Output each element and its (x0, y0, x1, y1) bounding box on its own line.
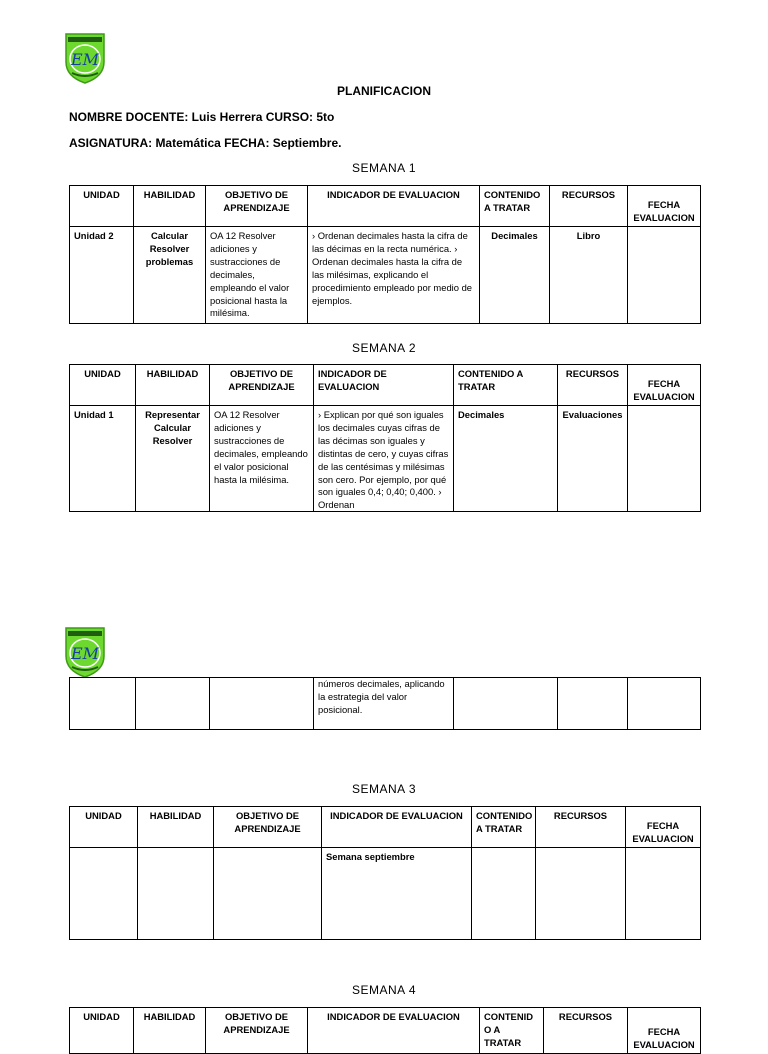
header-recursos: RECURSOS (536, 807, 626, 848)
cell-contenido: Decimales (480, 227, 550, 324)
school-logo (64, 626, 106, 678)
cell-objetivo: OA 12 Resolver adiciones y sustracciones de decimales, empleando el valor posicional hasta la milésima. (210, 406, 314, 512)
header-fecha: FECHA EVALUACION (626, 807, 701, 848)
cell-fecha (626, 848, 701, 940)
header-recursos: RECURSOS (550, 186, 628, 227)
header-unidad: UNIDAD (70, 1008, 134, 1054)
table-header-row (70, 1008, 701, 1054)
header-fecha: FECHA EVALUACION (628, 186, 701, 227)
header-unidad: UNIDAD (70, 365, 136, 406)
header-habilidad: HABILIDAD (134, 186, 206, 227)
cell-contenido: Decimales (454, 406, 558, 512)
cell-unidad: Unidad 2 (70, 227, 134, 324)
cell-objetivo (210, 678, 314, 730)
week-3-heading: SEMANA 3 (351, 782, 417, 796)
header-contenido: CONTENIDO A TRATAR (472, 807, 536, 848)
cell-fecha (628, 406, 701, 512)
cell-indicador-text: › Explican por qué son iguales los decimales cuyas cifras de las décimas son iguales y distintas de cero, y cuyas cifras de las centésimas y milésimas son cero. Por ejemplo, por qué son iguales 0,4; 0,40; 0,400. › Ordenan (318, 409, 449, 511)
teacher-course-line: NOMBRE DOCENTE: Luis Herrera CURSO: 5to (69, 110, 335, 124)
header-objetivo: OBJETIVO DE APRENDIZAJE (206, 1008, 308, 1054)
header-habilidad: HABILIDAD (136, 365, 210, 406)
week-4-table (69, 1007, 701, 1054)
cell-fecha (628, 678, 701, 730)
header-fecha: FECHA EVALUACION (628, 1008, 701, 1054)
header-indicador: INDICADOR DE EVALUACION (308, 186, 480, 227)
cell-habilidad: Calcular Resolver problemas (134, 227, 206, 324)
table-header-row (70, 807, 701, 848)
cell-habilidad (136, 678, 210, 730)
cell-unidad: Unidad 1 (70, 406, 136, 512)
cell-contenido (454, 678, 558, 730)
header-indicador: INDICADOR DE EVALUACION (308, 1008, 480, 1054)
header-objetivo: OBJETIVO DE APRENDIZAJE (210, 365, 314, 406)
cell-objetivo: OA 12 Resolver adiciones y sustracciones de decimales, empleando el valor posicional hasta la milésima. (206, 227, 308, 324)
cell-recursos: Evaluaciones (558, 406, 628, 512)
cell-habilidad (138, 848, 214, 940)
header-objetivo: OBJETIVO DE APRENDIZAJE (214, 807, 322, 848)
week-1-heading: SEMANA 1 (351, 161, 417, 175)
subject-date-line: ASIGNATURA: Matemática FECHA: Septiembre. (69, 136, 342, 150)
cell-recursos: Libro (550, 227, 628, 324)
header-fecha: FECHA EVALUACION (628, 365, 701, 406)
header-habilidad: HABILIDAD (134, 1008, 206, 1054)
header-objetivo: OBJETIVO DE APRENDIZAJE (206, 186, 308, 227)
cell-indicador: › Ordenan decimales hasta la cifra de las décimas en la recta numérica. › Ordenan decimales hasta la cifra de las milésimas, explicando el procedimiento empleado por medio de ejemplos. (308, 227, 480, 324)
header-indicador: INDICADOR DE EVALUACION (322, 807, 472, 848)
table-row (70, 848, 701, 940)
cell-recursos (536, 848, 626, 940)
table-header-row (70, 186, 701, 227)
table-row (70, 406, 701, 512)
cell-contenido (472, 848, 536, 940)
header-contenido: CONTENIDO A TRATAR (454, 365, 558, 406)
table-row (70, 678, 701, 730)
header-habilidad: HABILIDAD (138, 807, 214, 848)
svg-text:EM: EM (70, 50, 100, 69)
week-4-heading: SEMANA 4 (351, 983, 417, 997)
header-contenido: CONTENIDO A TRATAR (480, 186, 550, 227)
header-recursos: RECURSOS (558, 365, 628, 406)
cell-indicador: Semana septiembre (322, 848, 472, 940)
week-2-table (69, 364, 701, 512)
table-row (70, 227, 701, 324)
svg-text:EM: EM (70, 644, 100, 663)
week-2-continuation-table (69, 677, 701, 730)
cell-indicador-continuation: números decimales, aplicando la estrategia del valor posicional. (314, 678, 454, 730)
header-recursos: RECURSOS (544, 1008, 628, 1054)
school-logo (64, 32, 106, 84)
header-unidad: UNIDAD (70, 807, 138, 848)
header-contenido: CONTENID O A TRATAR (480, 1008, 544, 1054)
cell-recursos (558, 678, 628, 730)
cell-unidad (70, 678, 136, 730)
week-4-table-clip (69, 1007, 702, 1050)
week-1-table (69, 185, 701, 324)
week-2-heading: SEMANA 2 (351, 341, 417, 355)
table-header-row (70, 365, 701, 406)
document-title: PLANIFICACION (337, 84, 431, 98)
cell-objetivo (214, 848, 322, 940)
cell-fecha (628, 227, 701, 324)
week-3-table (69, 806, 701, 940)
header-unidad: UNIDAD (70, 186, 134, 227)
cell-unidad (70, 848, 138, 940)
header-indicador: INDICADOR DE EVALUACION (314, 365, 454, 406)
cell-habilidad: Representar Calcular Resolver (136, 406, 210, 512)
cell-indicador (314, 406, 454, 512)
